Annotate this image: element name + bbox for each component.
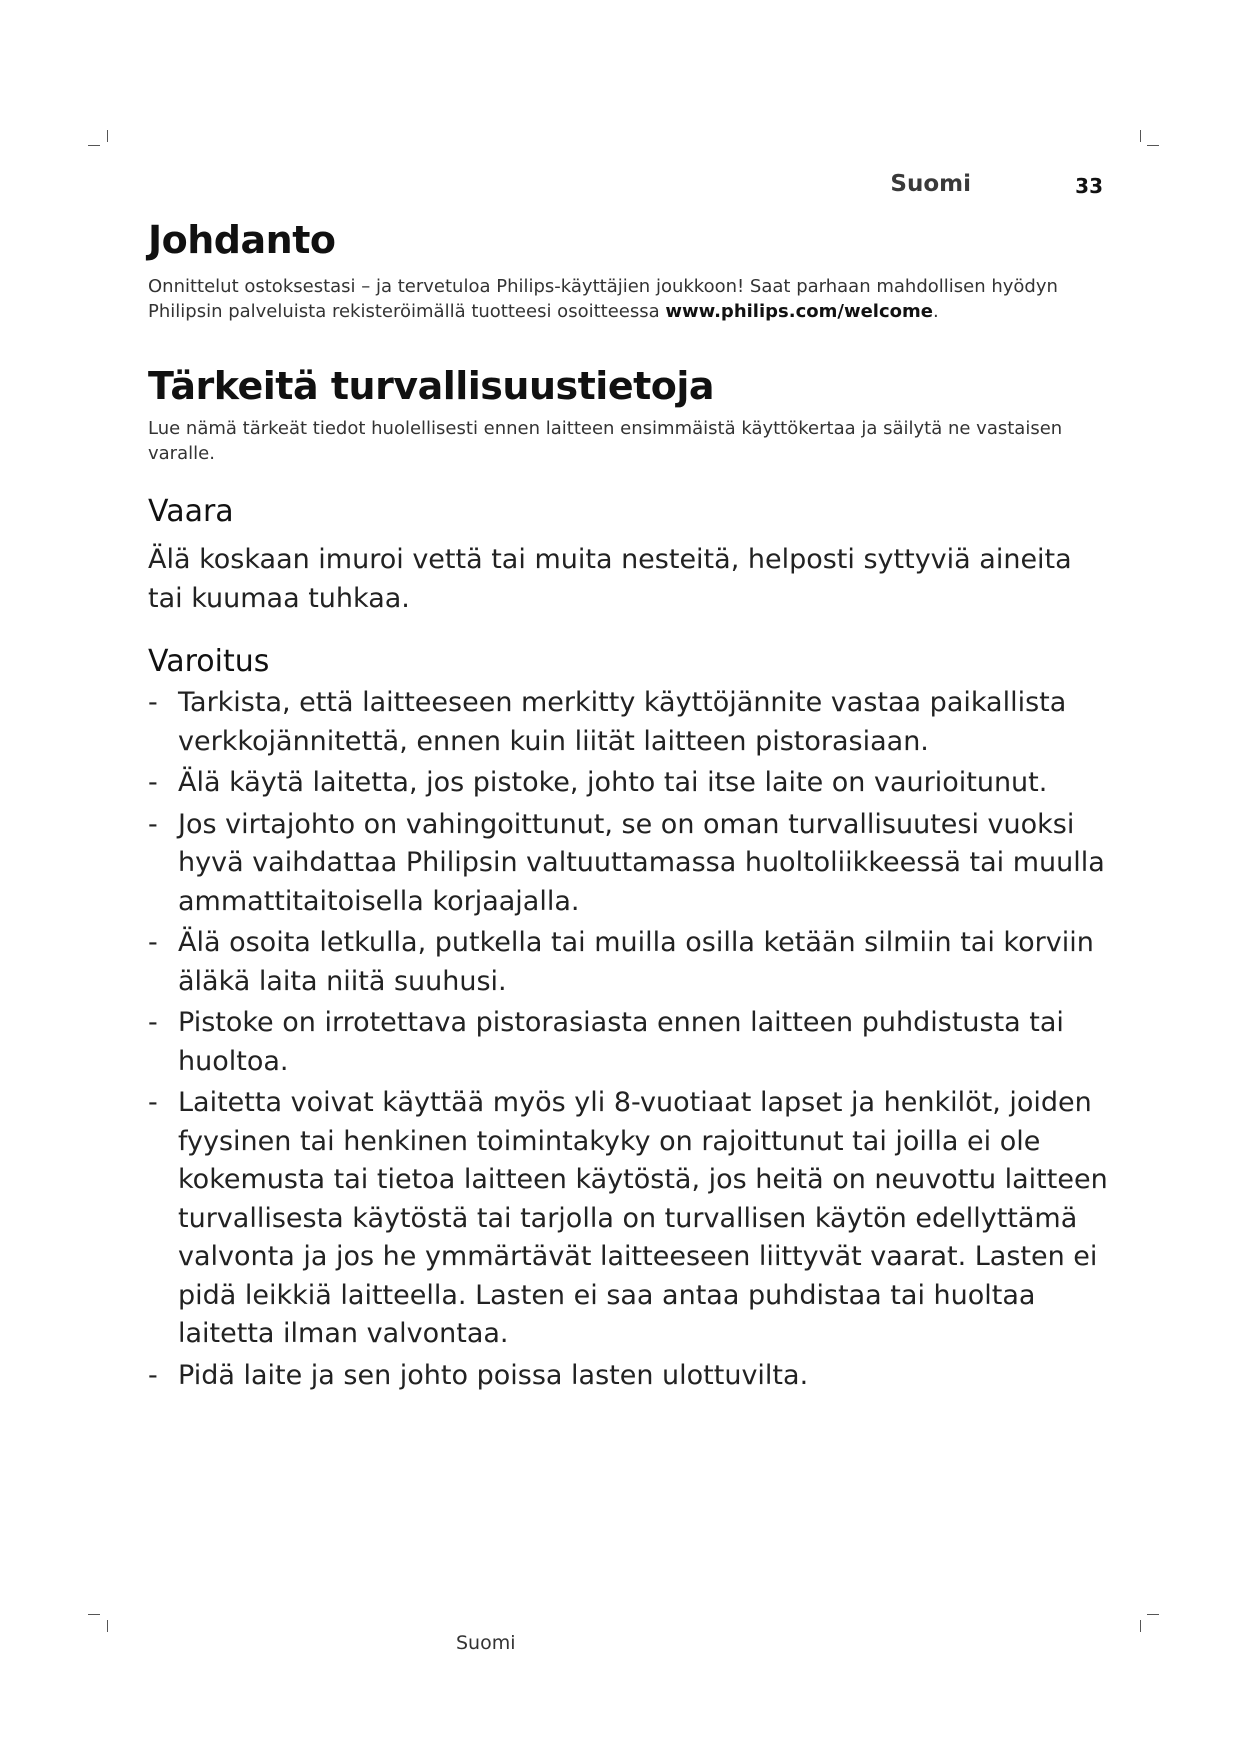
list-item-text: Älä osoita letkulla, putkella tai muilla osilla ketään silmiin tai korviin äläkä laita niitä suuhusi.: [178, 927, 1094, 997]
crop-mark: [1147, 145, 1159, 146]
warning-heading: Varoitus: [148, 644, 270, 679]
crop-mark: [1147, 1614, 1159, 1615]
list-item: [148, 1004, 1108, 1081]
intro-text-end: .: [932, 301, 939, 322]
list-item: [148, 1357, 1108, 1396]
welcome-link[interactable]: www.philips.com/welcome: [665, 301, 933, 322]
header-language: Suomi: [890, 171, 971, 197]
dash-bullet: -: [148, 1087, 158, 1118]
list-item: [148, 1084, 1108, 1354]
warning-list: [148, 684, 1108, 1398]
crop-mark: [88, 145, 100, 146]
list-item: [148, 684, 1108, 761]
danger-heading: Vaara: [148, 494, 234, 529]
list-item-text: Älä käytä laitetta, jos pistoke, johto tai itse laite on vaurioitunut.: [178, 767, 1048, 798]
danger-paragraph: Älä koskaan imuroi vettä tai muita nesteitä, helposti syttyviä aineita tai kuumaa tuhkaa.: [148, 544, 1072, 614]
crop-mark: [107, 1620, 108, 1632]
intro-text: Onnittelut ostoksestasi – ja tervetuloa Philips-käyttäjien joukkoon! Saat parhaan mahdollisen hyödyn Philipsin palveluista rekisteröimällä tuotteesi osoitteessa: [148, 276, 1058, 322]
crop-mark: [1140, 1620, 1141, 1632]
dash-bullet: -: [148, 767, 158, 798]
crop-mark: [1140, 130, 1141, 142]
dash-bullet: -: [148, 1007, 158, 1038]
list-item: [148, 764, 1108, 803]
dash-bullet: -: [148, 808, 158, 840]
crop-mark: [88, 1614, 100, 1615]
dash-bullet: -: [148, 687, 158, 718]
intro-paragraph: [148, 274, 1108, 324]
dash-bullet: -: [148, 1359, 158, 1391]
crop-mark: [107, 130, 108, 142]
list-item-text: Laitetta voivat käyttää myös yli 8-vuotiaat lapset ja henkilöt, joiden fyysinen tai henkinen toimintakyky on rajoittunut tai joilla ei ole kokemusta tai tietoa laitteen käytöstä, jos heitä on neuvottu laitteen turvallisesta käytöstä tai tarjolla on turvallisen käytön edellyttämä valvonta ja jos he ymmärtävät laitteeseen liittyvät vaarat. Lasten ei pidä leikkiä laitteella. Lasten ei saa antaa puhdistaa tai huoltaa laitetta ilman valvontaa.: [178, 1087, 1108, 1349]
list-item-text: Tarkista, että laitteeseen merkitty käyttöjännite vastaa paikallista verkkojännitettä, ennen kuin liität laitteen pistorasiaan.: [178, 687, 1067, 757]
footer-language: Suomi: [456, 1632, 516, 1654]
list-item: [148, 924, 1108, 1001]
list-item-text: Pistoke on irrotettava pistorasiasta ennen laitteen puhdistusta tai huoltoa.: [178, 1007, 1064, 1077]
list-item: [148, 806, 1108, 922]
list-item-text: Jos virtajohto on vahingoittunut, se on oman turvallisuutesi vuoksi hyvä vaihdattaa Philipsin valtuuttamassa huoltoliikkeessä tai muulla ammattitaitoisella korjaajalla.: [178, 808, 1105, 917]
page-number: 33: [1075, 174, 1103, 198]
safety-heading: Tärkeitä turvallisuustietoja: [148, 364, 715, 408]
dash-bullet: -: [148, 927, 158, 958]
safety-paragraph: Lue nämä tärkeät tiedot huolellisesti ennen laitteen ensimmäistä käyttökertaa ja säilytä ne vastaisen varalle.: [148, 418, 1063, 464]
list-item-text: Pidä laite ja sen johto poissa lasten ulottuvilta.: [178, 1359, 809, 1391]
intro-heading: Johdanto: [148, 218, 336, 262]
